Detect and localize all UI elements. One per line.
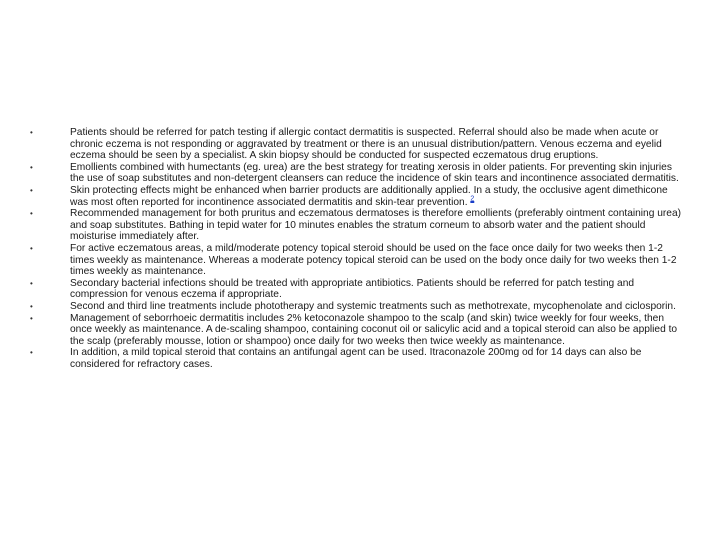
bullet-icon: • <box>30 278 33 288</box>
bullet-text: Emollients combined with humectants (eg. urea) are the best strategy for treating xerosis in older patients. For preventing skin injuries the use of soap substitutes and non-detergent cleansers can reduce the incidence of skin tears and incontinence associated dermatitis. <box>70 161 679 185</box>
bullet-text: Second and third line treatments include phototherapy and systemic treatments such as methotrexate, mycophenolate and ciclosporin. <box>70 300 676 312</box>
reference-link[interactable]: 2 <box>470 195 475 203</box>
bullet-text: In addition, a mild topical steroid that contains an antifungal agent can be used. Itraconazole 200mg od for 14 days can also be considered for refractory cases. <box>70 347 642 370</box>
bullet-text: For active eczematous areas, a mild/moderate potency topical steroid should be used on the face once daily for two weeks then 1-2 times weekly as maintenance. Whereas a moderate potency topical steroid can be used on the body once daily for two weeks then 1-2 times weekly as maintenance. <box>70 242 677 278</box>
bullet-item-patch-testing <box>30 127 685 162</box>
bullet-icon: • <box>30 162 33 172</box>
bullet-icon: • <box>30 301 33 311</box>
bullet-icon: • <box>30 313 33 323</box>
bullet-text: Management of seborrhoeic dermatitis includes 2% ketoconazole shampoo to the scalp (and skin) twice weekly for four weeks, then once weekly as maintenance. A de-scaling shampoo, containing coconut oil or salicylic acid and a topical steroid can also be applied to the scalp (preferably mousse, lotion or shampoo) once daily for two weeks then twice weekly as maintenance. <box>70 312 678 347</box>
bullet-list <box>30 127 685 370</box>
bullet-item-recommended-management <box>30 208 685 243</box>
bullet-item-barrier-products <box>30 185 685 208</box>
bullet-icon: • <box>30 243 33 253</box>
bullet-text: Skin protecting effects might be enhanced when barrier products are additionally applied. In a study, the occlusive agent dimethicone was most often reported for incontinence associated dermatitis and skin-tear prevention. <box>70 184 668 208</box>
bullet-item-emollients <box>30 162 685 185</box>
bullet-text: Recommended management for both pruritus and eczematous dermatoses is therefore emollients (preferably ointment containing urea) and soap substitutes. Bathing in tepid water for 10 minutes enables the stratum corneum to absorb water and the patient should moisturise immediately after. <box>70 208 682 243</box>
bullet-text: Patients should be referred for patch testing if allergic contact dermatitis is suspected. Referral should also be made when acute or chronic eczema is not responding or aggravated by treatment or there is an unusual distribution/pattern. Venous eczema and eyelid eczema should be seen by a specialist. A skin biopsy should be conducted for suspected eczematous drug eruptions. <box>70 127 662 162</box>
bullet-item-antifungal <box>30 347 685 370</box>
bullet-icon: • <box>30 185 33 195</box>
bullet-item-seborrhoeic <box>30 313 685 348</box>
bullet-icon: • <box>30 128 33 137</box>
bullet-icon: • <box>30 209 33 219</box>
bullet-item-bacterial-infections <box>30 278 685 301</box>
bullet-item-second-line <box>30 301 685 313</box>
bullet-icon: • <box>30 348 33 358</box>
bullet-item-topical-steroid <box>30 243 685 278</box>
bullet-text: Secondary bacterial infections should be treated with appropriate antibiotics. Patients should be referred for patch testing and compression for venous eczema if appropriate. <box>70 277 635 301</box>
